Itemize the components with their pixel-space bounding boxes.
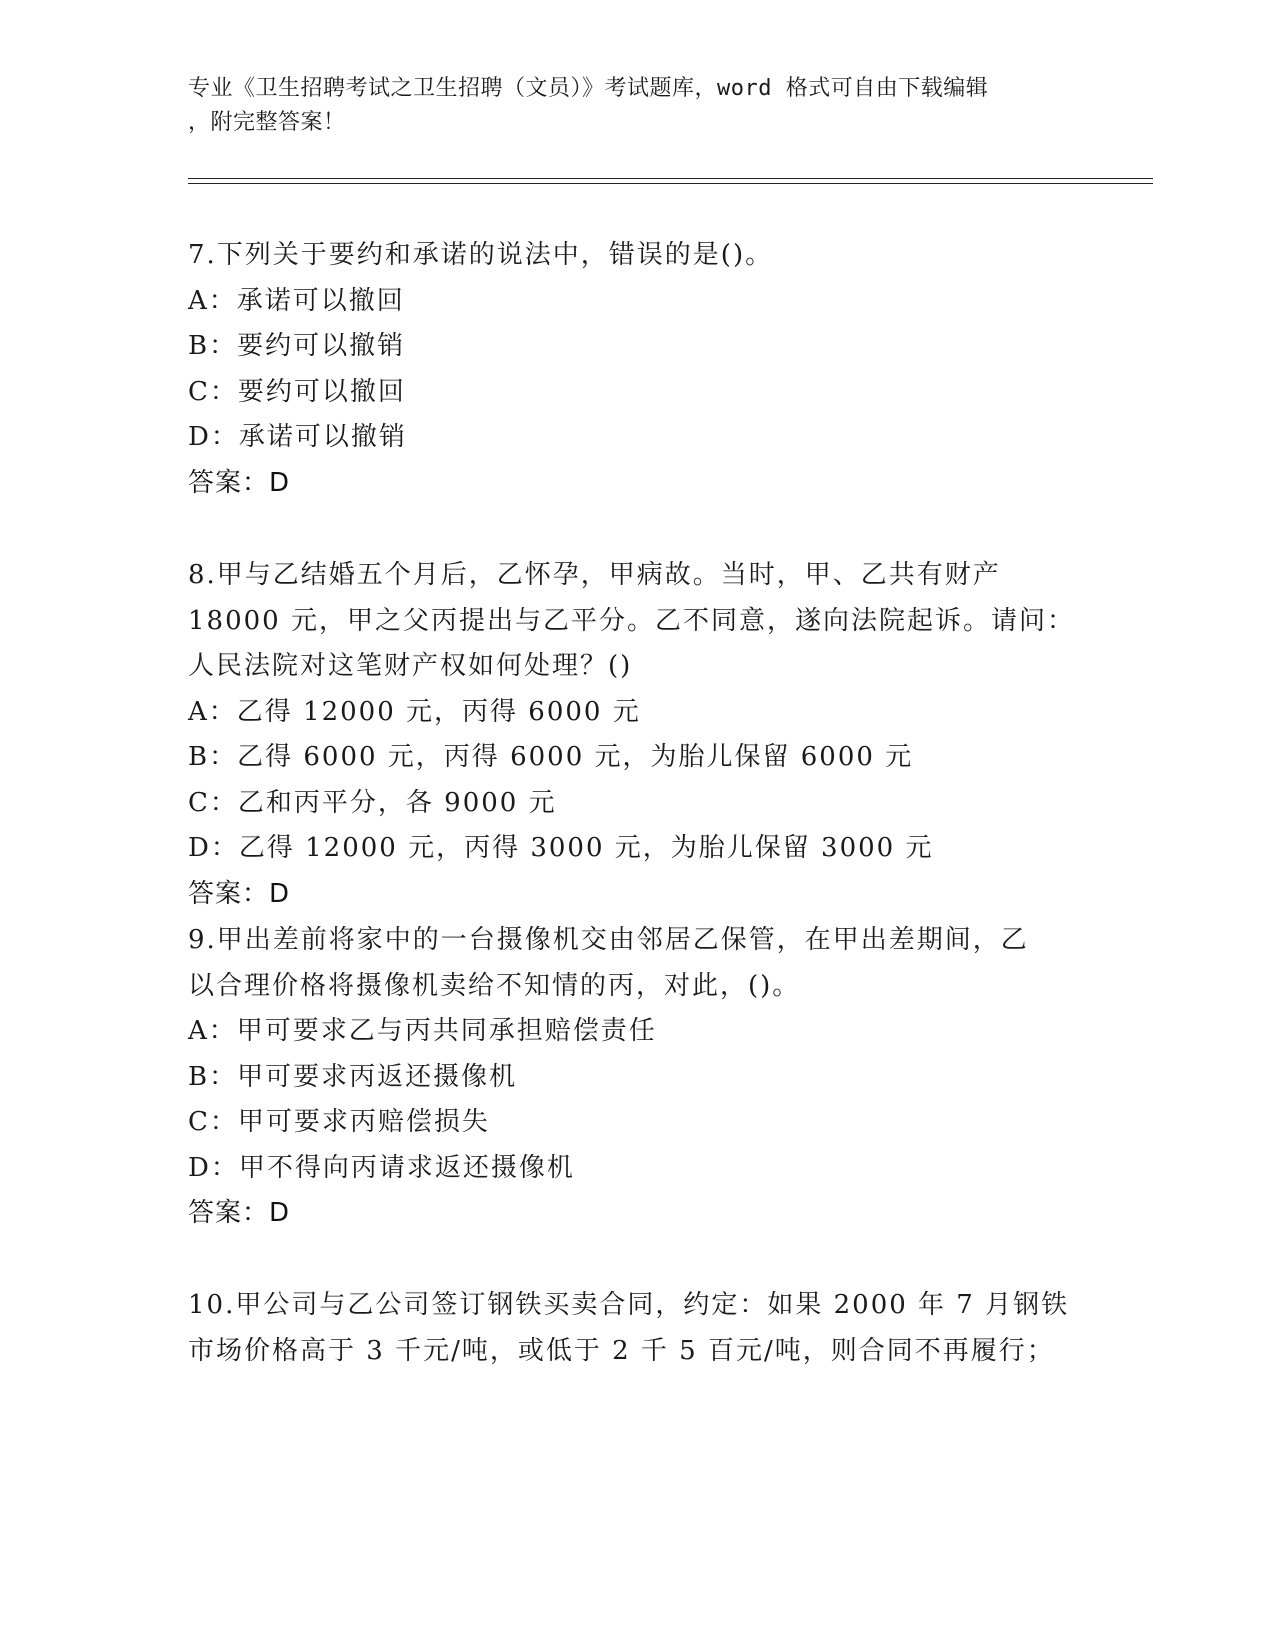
question-7 — [188, 233, 1088, 506]
question-stem: 9.甲出差前将家中的一台摄像机交由邻居乙保管，在甲出差期间，乙 — [188, 925, 1029, 955]
header-line-2: ，附完整答案！ — [188, 110, 346, 135]
option-b: B：乙得 6000 元，丙得 6000 元，为胎儿保留 6000 元 — [188, 742, 914, 772]
question-stem: 人民法院对这笔财产权如何处理？() — [188, 651, 633, 681]
question-stem: 18000 元，甲之父丙提出与乙平分。乙不同意，遂向法院起诉。请问： — [188, 605, 1075, 636]
document-header — [188, 72, 1068, 140]
question-9 — [188, 918, 1088, 1237]
question-stem: 7.下列关于要约和承诺的说法中，错误的是()。 — [188, 240, 774, 270]
option-a: A：承诺可以撤回 — [188, 285, 405, 316]
option-a: A：乙得 12000 元，丙得 6000 元 — [188, 696, 641, 727]
header-line-1: 专业《卫生招聘考试之卫生招聘（文员）》考试题库，word 格式可自由下载编辑 — [188, 76, 989, 101]
question-stem: 8.甲与乙结婚五个月后，乙怀孕，甲病故。当时，甲、乙共有财产 — [188, 560, 1001, 590]
question-stem: 10.甲公司与乙公司签订钢铁买卖合同，约定：如果 2000 年 7 月钢铁 — [188, 1290, 1070, 1320]
answer-line: 答案：D — [188, 878, 291, 909]
option-c: C：乙和丙平分，各 9000 元 — [188, 787, 557, 818]
header-divider-bottom — [188, 183, 1153, 184]
option-d: D：乙得 12000 元，丙得 3000 元，为胎儿保留 3000 元 — [188, 833, 934, 863]
question-10 — [188, 1283, 1088, 1374]
option-c: C：要约可以撤回 — [188, 376, 406, 407]
option-b: B：要约可以撤销 — [188, 331, 406, 361]
option-d: D：甲不得向丙请求返还摄像机 — [188, 1152, 575, 1183]
question-8 — [188, 553, 1088, 917]
option-b: B：甲可要求丙返还摄像机 — [188, 1061, 518, 1092]
option-a: A：甲可要求乙与丙共同承担赔偿责任 — [188, 1016, 657, 1046]
header-divider-top — [188, 178, 1153, 179]
option-c: C：甲可要求丙赔偿损失 — [188, 1107, 490, 1137]
option-d: D：承诺可以撤销 — [188, 422, 407, 452]
answer-line: 答案：D — [188, 467, 291, 498]
question-stem: 以合理价格将摄像机卖给不知情的丙，对此，()。 — [188, 970, 801, 1001]
question-stem: 市场价格高于 3 千元/吨，或低于 2 千 5 百元/吨，则合同不再履行； — [188, 1335, 1055, 1366]
answer-line: 答案：D — [188, 1198, 291, 1228]
